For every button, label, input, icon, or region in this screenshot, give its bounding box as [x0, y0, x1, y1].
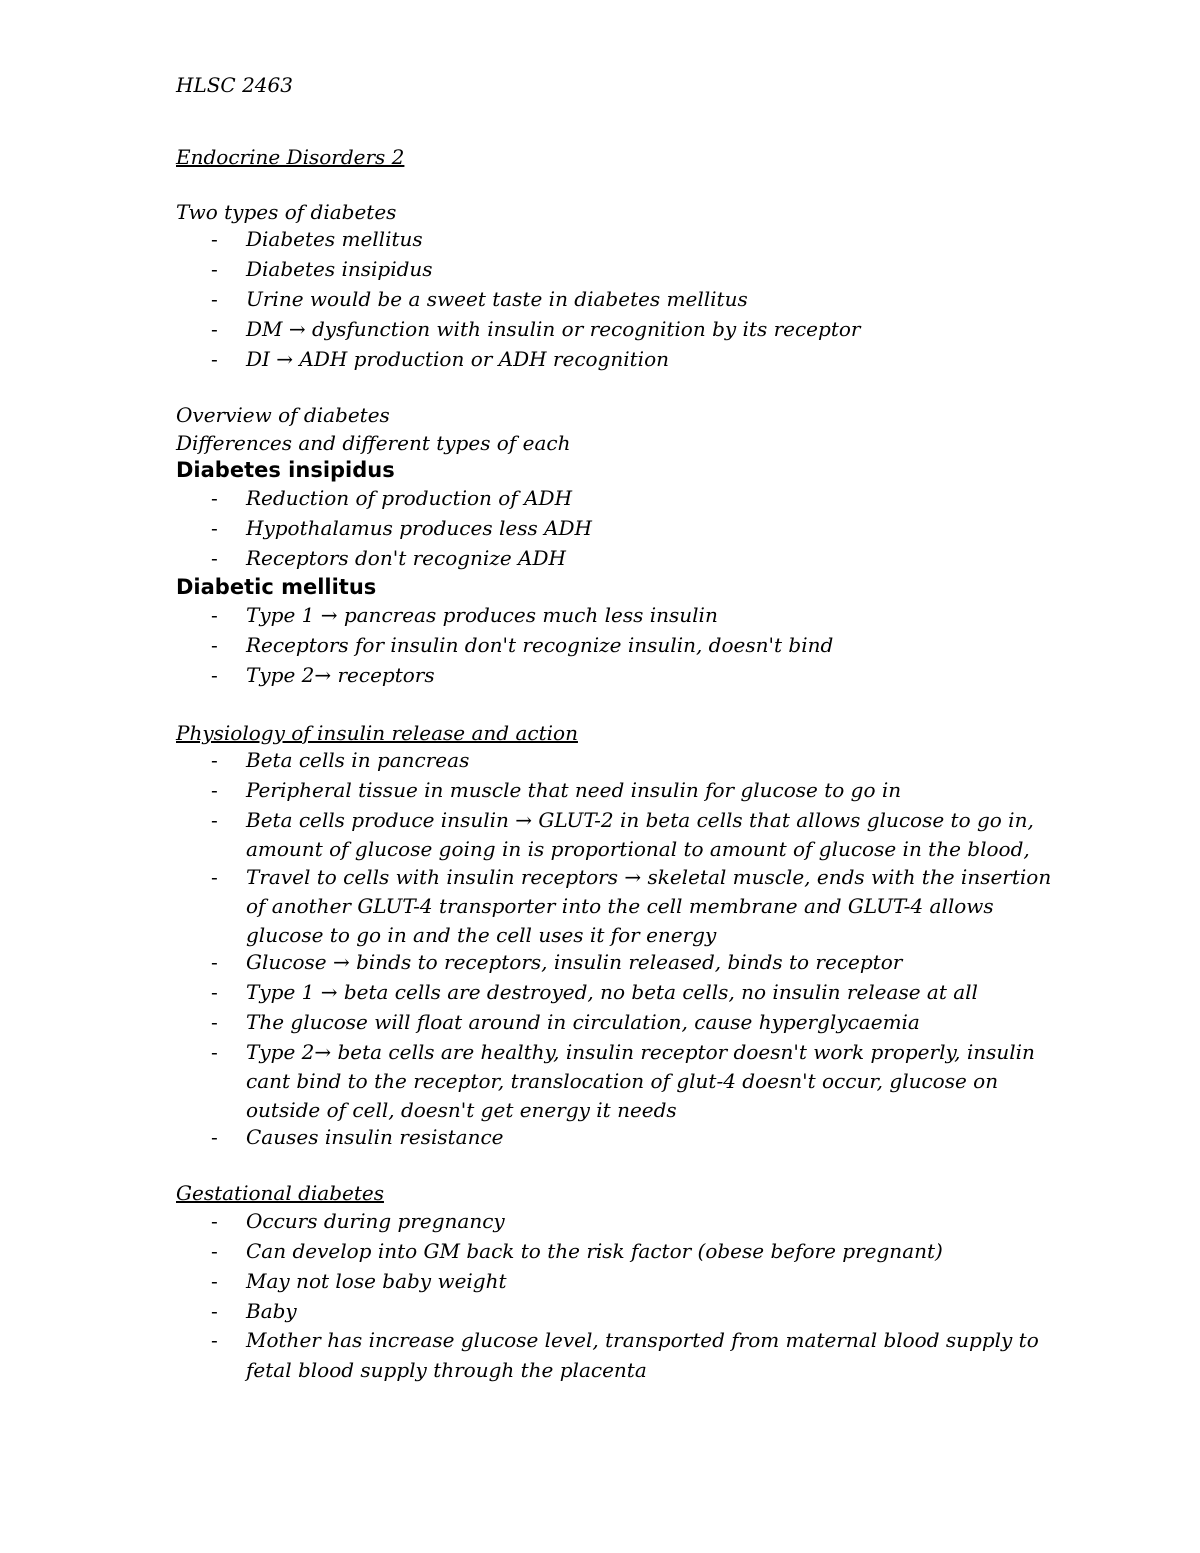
mellitus-item-text: Type 2→ receptors [246, 663, 435, 687]
bullet-dash: - [211, 748, 218, 772]
bullet-dash: - [211, 603, 218, 627]
two-types-item-text: DM → dysfunction with insulin or recognition by its receptor [246, 317, 861, 341]
bullet-dash: - [211, 257, 218, 281]
physiology-heading: Physiology of insulin release and action [176, 721, 578, 745]
physiology-item-text: Peripheral tissue in muscle that need insulin for glucose to go in [246, 778, 902, 802]
bullet-dash: - [211, 227, 218, 251]
physiology-item-text: amount of glucose going in is proportional to amount of glucose in the blood, [246, 837, 1030, 861]
mellitus-heading: Diabetic mellitus [176, 575, 377, 599]
bullet-dash: - [211, 546, 218, 570]
overview-line-1: Overview of diabetes [176, 403, 390, 427]
course-code: HLSC 2463 [176, 73, 293, 97]
bullet-dash: - [211, 1010, 218, 1034]
bullet-dash: - [211, 1328, 218, 1352]
physiology-item-text: Type 1 → beta cells are destroyed, no beta cells, no insulin release at all [246, 980, 978, 1004]
two-types-item-text: Diabetes mellitus [246, 227, 423, 251]
bullet-dash: - [211, 347, 218, 371]
gestational-item-text: fetal blood supply through the placenta [246, 1358, 647, 1382]
gestational-item-text: Mother has increase glucose level, transported from maternal blood supply to [246, 1328, 1039, 1352]
bullet-dash: - [211, 1125, 218, 1149]
bullet-dash: - [211, 950, 218, 974]
bullet-dash: - [211, 287, 218, 311]
gestational-item-text: Can develop into GM back to the risk factor (obese before pregnant) [246, 1239, 943, 1263]
physiology-item-text: outside of cell, doesn't get energy it needs [246, 1098, 677, 1122]
bullet-dash: - [211, 808, 218, 832]
bullet-dash: - [211, 516, 218, 540]
insipidus-item-text: Receptors don't recognize ADH [246, 546, 566, 570]
physiology-item-text: Travel to cells with insulin receptors → skeletal muscle, ends with the insertion [246, 865, 1052, 889]
gestational-item-text: May not lose baby weight [246, 1269, 507, 1293]
mellitus-item-text: Receptors for insulin don't recognize insulin, doesn't bind [246, 633, 834, 657]
gestational-item-text: Occurs during pregnancy [246, 1209, 505, 1233]
gestational-item-text: Baby [246, 1299, 297, 1323]
physiology-item-text: Beta cells in pancreas [246, 748, 470, 772]
bullet-dash: - [211, 1299, 218, 1323]
physiology-item-text: Type 2→ beta cells are healthy, insulin receptor doesn't work properly, insulin [246, 1040, 1035, 1064]
overview-line-2: Differences and different types of each [176, 431, 571, 455]
bullet-dash: - [211, 1239, 218, 1263]
two-types-heading: Two types of diabetes [176, 200, 397, 224]
bullet-dash: - [211, 486, 218, 510]
bullet-dash: - [211, 865, 218, 889]
physiology-item-text: cant bind to the receptor, translocation of glut-4 doesn't occur, glucose on [246, 1069, 999, 1093]
insipidus-item-text: Reduction of production of ADH [246, 486, 573, 510]
bullet-dash: - [211, 980, 218, 1004]
bullet-dash: - [211, 317, 218, 341]
two-types-item-text: Urine would be a sweet taste in diabetes mellitus [246, 287, 748, 311]
physiology-item-text: Glucose → binds to receptors, insulin released, binds to receptor [246, 950, 903, 974]
physiology-item-text: The glucose will float around in circulation, cause hyperglycaemia [246, 1010, 920, 1034]
bullet-dash: - [211, 1209, 218, 1233]
physiology-item-text: glucose to go in and the cell uses it for energy [246, 923, 717, 947]
bullet-dash: - [211, 633, 218, 657]
page-title: Endocrine Disorders 2 [176, 145, 405, 169]
physiology-item-text: Causes insulin resistance [246, 1125, 504, 1149]
bullet-dash: - [211, 778, 218, 802]
bullet-dash: - [211, 663, 218, 687]
bullet-dash: - [211, 1040, 218, 1064]
two-types-item-text: DI → ADH production or ADH recognition [246, 347, 669, 371]
insipidus-heading: Diabetes insipidus [176, 458, 395, 482]
mellitus-item-text: Type 1 → pancreas produces much less insulin [246, 603, 718, 627]
physiology-item-text: of another GLUT-4 transporter into the cell membrane and GLUT-4 allows [246, 894, 994, 918]
two-types-item-text: Diabetes insipidus [246, 257, 433, 281]
gestational-heading: Gestational diabetes [176, 1181, 384, 1205]
insipidus-item-text: Hypothalamus produces less ADH [246, 516, 592, 540]
physiology-item-text: Beta cells produce insulin → GLUT-2 in beta cells that allows glucose to go in, [246, 808, 1034, 832]
bullet-dash: - [211, 1269, 218, 1293]
